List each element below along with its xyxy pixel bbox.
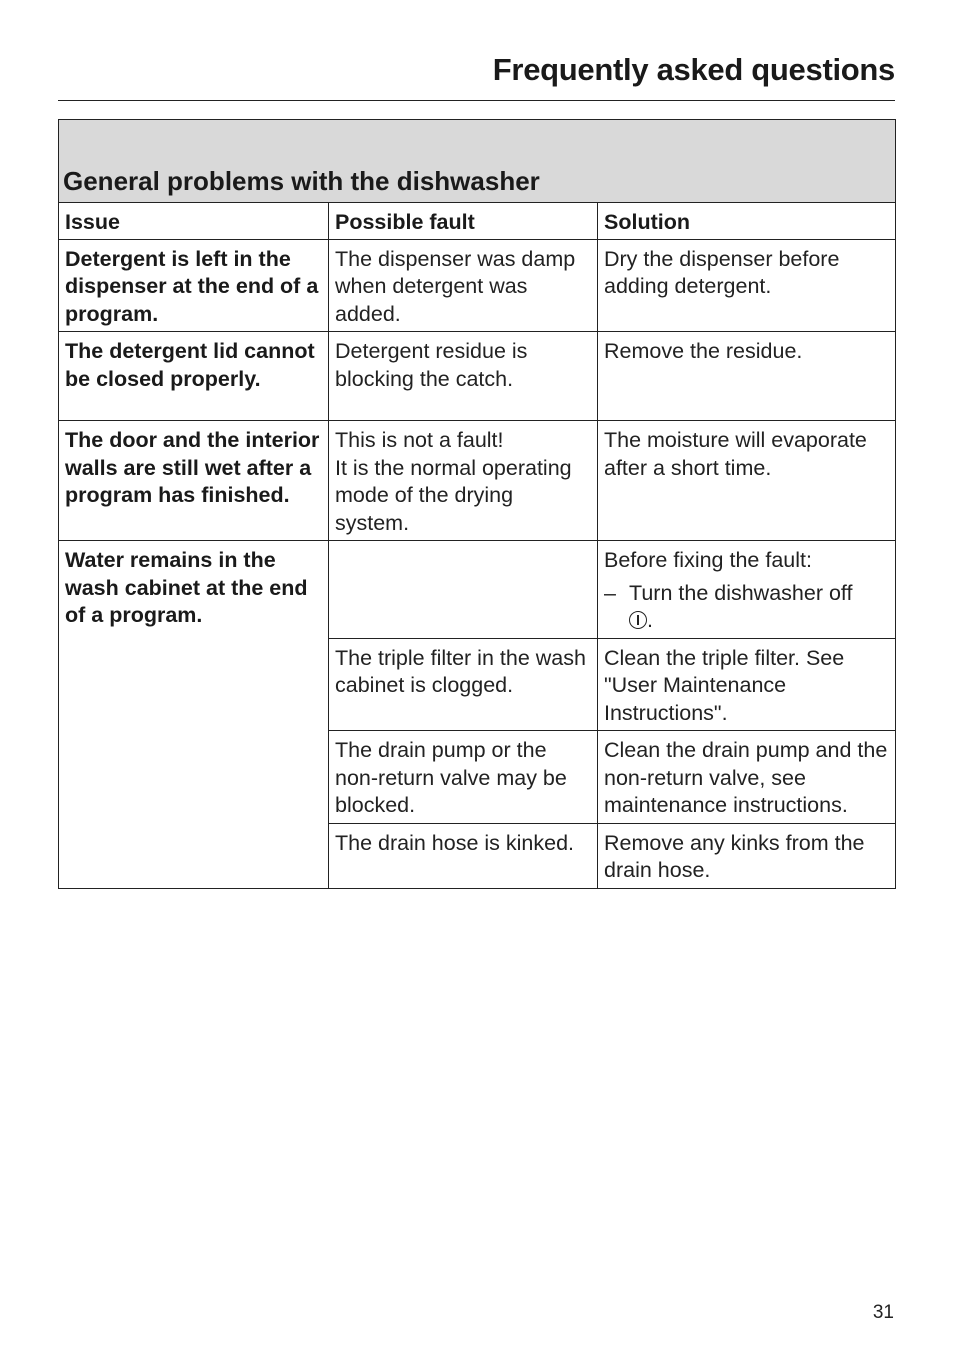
fault-cell: The dispenser was damp when detergent was added. <box>329 239 598 332</box>
solution-cell: Clean the triple filter. See "User Maintenance Instructions". <box>598 638 896 731</box>
fault-line: This is not a fault! <box>335 428 504 452</box>
column-header-row <box>59 203 896 240</box>
fault-cell <box>329 541 598 639</box>
solution-cell: The moisture will evaporate after a short time. <box>598 421 896 541</box>
solution-step <box>604 580 889 635</box>
column-header-solution: Solution <box>598 203 896 240</box>
fault-cell <box>329 421 598 541</box>
solution-cell: Remove the residue. <box>598 332 896 421</box>
page-number: 31 <box>872 1302 894 1323</box>
section-header-row <box>59 120 896 203</box>
page-header <box>58 50 895 101</box>
fault-cell: The triple filter in the wash cabinet is clogged. <box>329 638 598 731</box>
solution-step-end: . <box>647 608 653 632</box>
fault-cell: Detergent residue is blocking the catch. <box>329 332 598 421</box>
issue-cell: The door and the interior walls are still wet after a program has finished. <box>59 421 329 541</box>
fault-line: It is the normal operating mode of the drying system. <box>335 455 572 535</box>
solution-step-body <box>629 580 852 635</box>
solution-cell: Clean the drain pump and the non-return valve, see maintenance instructions. <box>598 731 896 824</box>
issue-cell: The detergent lid cannot be closed properly. <box>59 332 329 421</box>
issue-cell: Water remains in the wash cabinet at the end of a program. <box>59 541 329 889</box>
table-row <box>59 541 896 639</box>
table-row <box>59 239 896 332</box>
fault-cell: The drain pump or the non-return valve may be blocked. <box>329 731 598 824</box>
solution-step-text: Turn the dishwasher off <box>629 580 853 605</box>
solution-cell <box>598 541 896 639</box>
column-header-fault: Possible fault <box>329 203 598 240</box>
issue-cell: Detergent is left in the dispenser at the end of a program. <box>59 239 329 332</box>
column-header-issue: Issue <box>59 203 329 240</box>
faq-table <box>58 119 896 889</box>
solution-cell: Dry the dispenser before adding detergent. <box>598 239 896 332</box>
section-header-cell <box>59 120 896 203</box>
power-off-icon <box>629 611 647 629</box>
page-title: Frequently asked questions <box>492 52 895 87</box>
table-row <box>59 332 896 421</box>
solution-cell: Remove any kinks from the drain hose. <box>598 823 896 888</box>
fault-cell: The drain hose is kinked. <box>329 823 598 888</box>
dash-bullet: – <box>604 580 616 605</box>
section-title: General problems with the dishwasher <box>63 166 540 196</box>
table-row <box>59 421 896 541</box>
solution-intro: Before fixing the fault: <box>604 548 812 572</box>
